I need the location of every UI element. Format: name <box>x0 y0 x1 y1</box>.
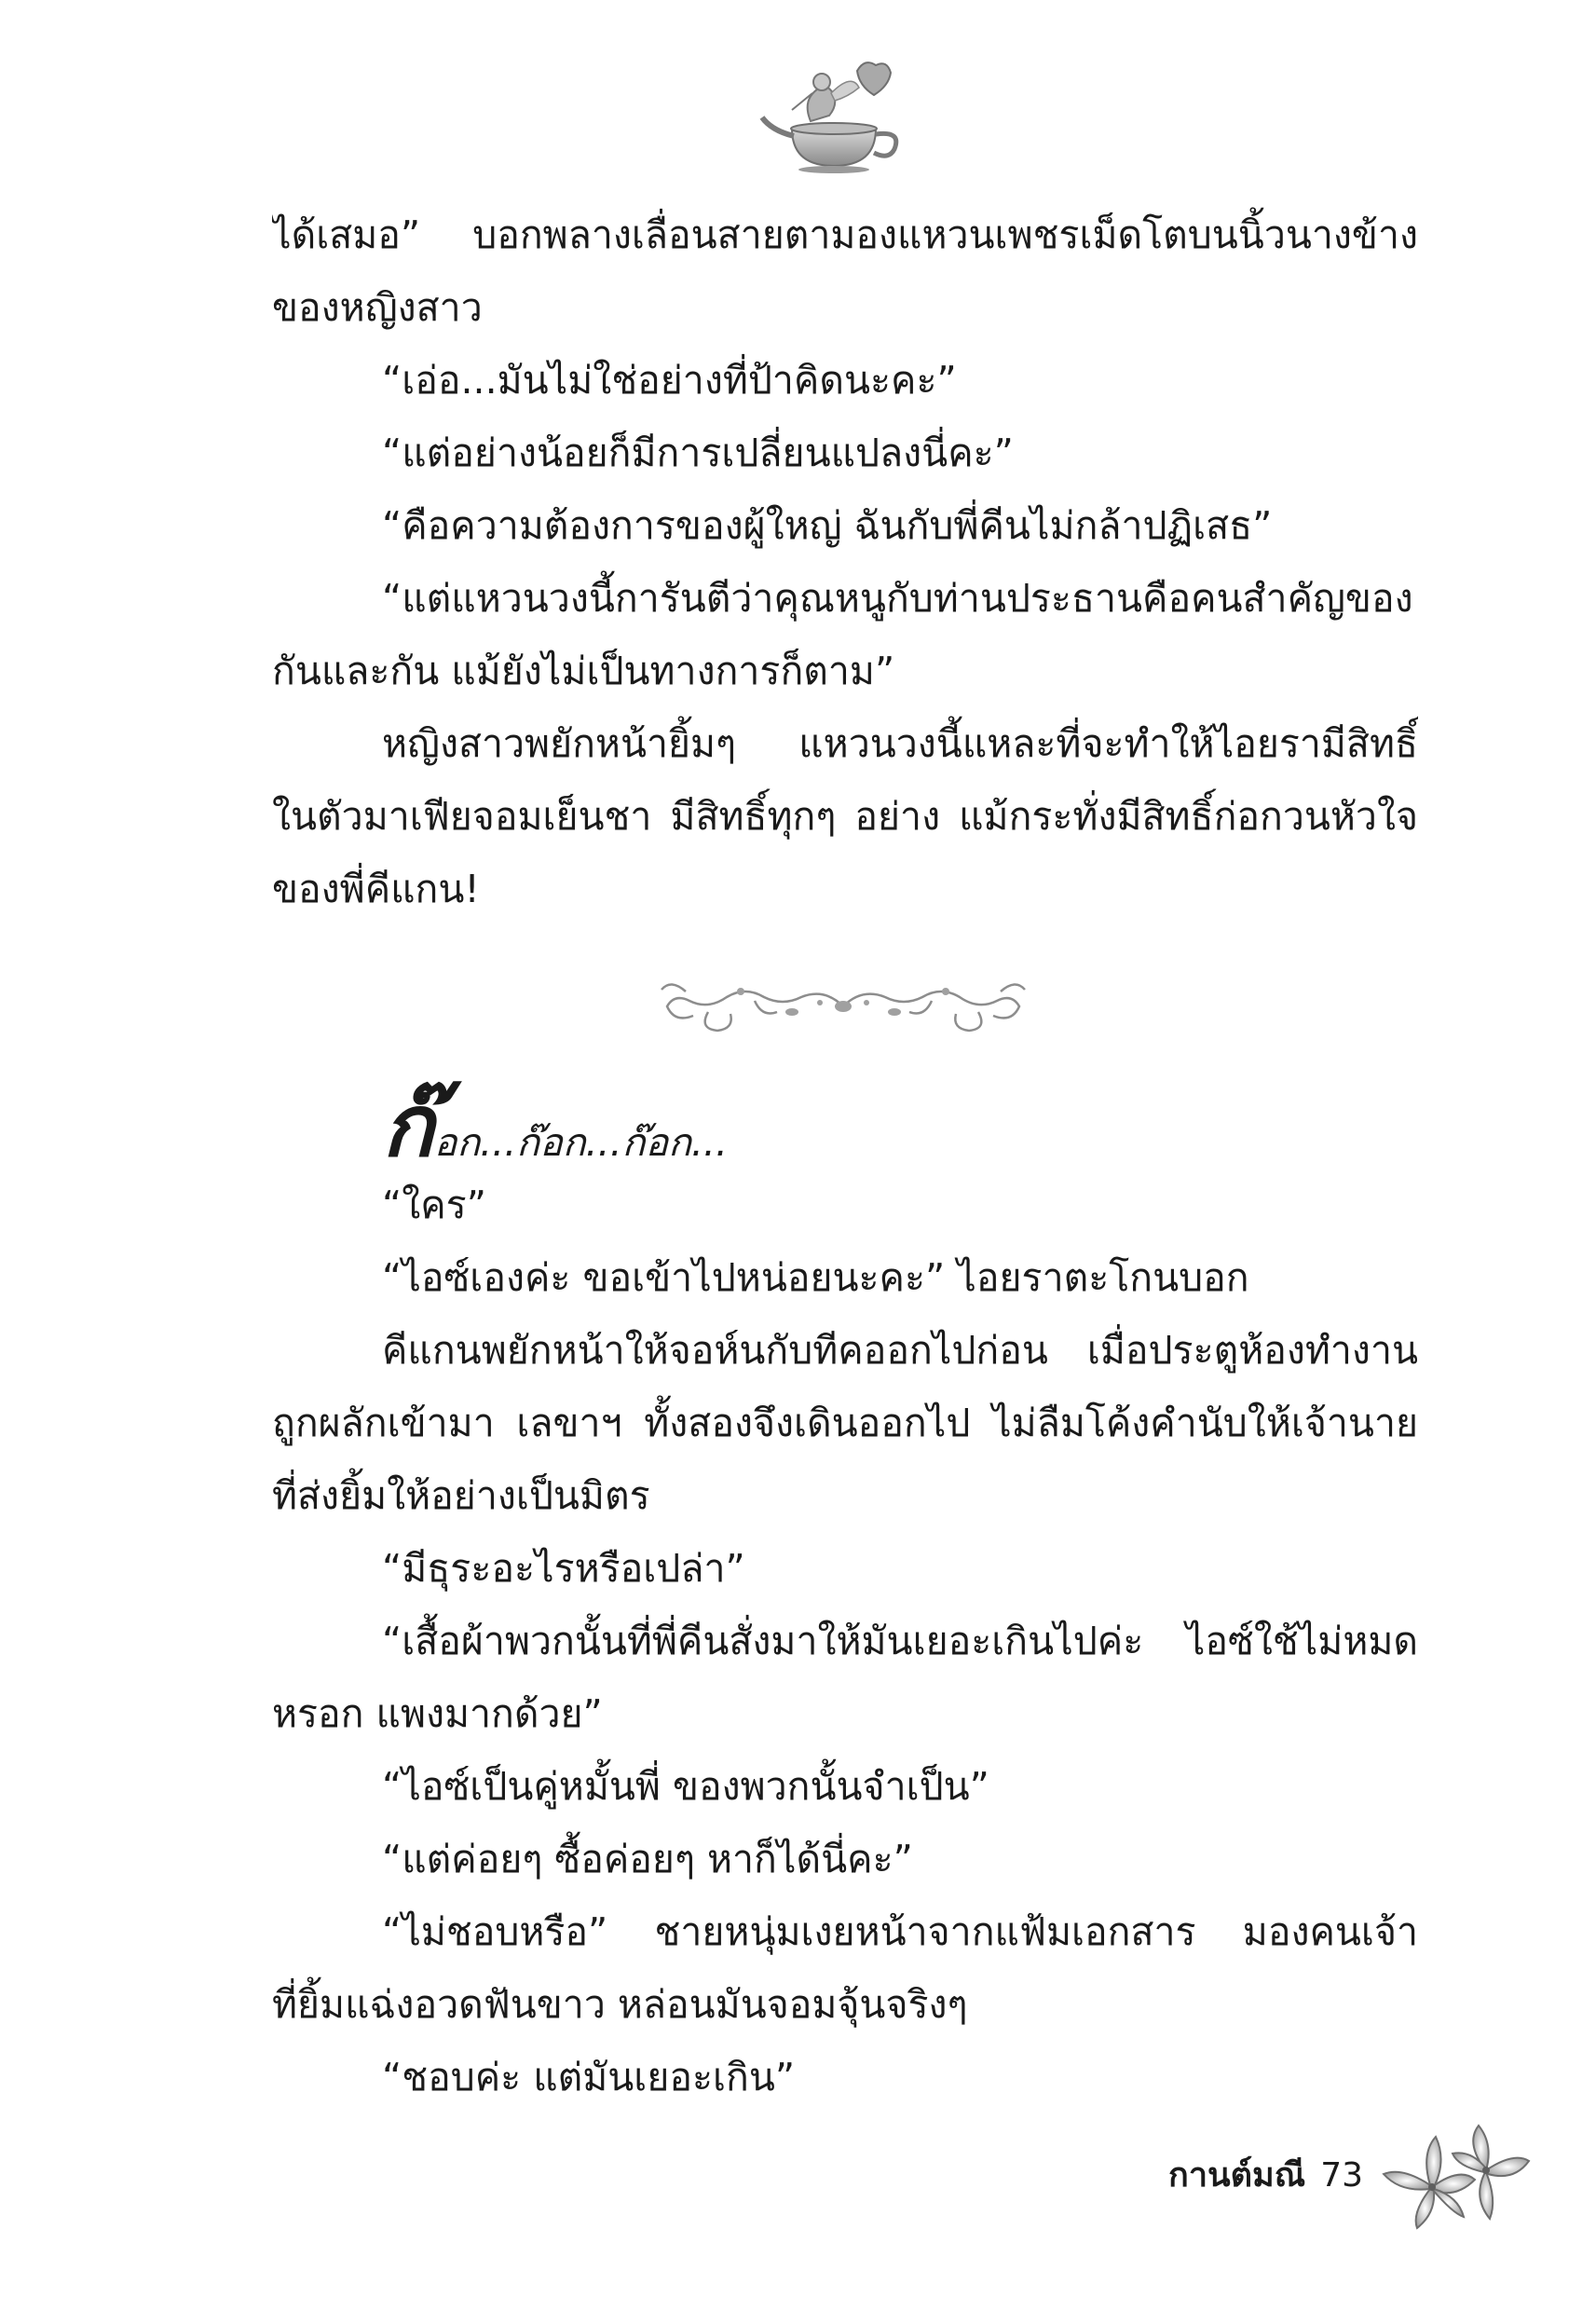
text-line: กันและกัน แม้ยังไม่เป็นทางการก็ตาม” <box>272 649 895 693</box>
book-title: กานต์มณี <box>1168 2156 1306 2195</box>
floral-divider-icon <box>652 969 1034 1044</box>
page-number: 73 <box>1320 2156 1363 2195</box>
drop-cap-letter: ก๊ <box>382 1075 434 1176</box>
text-line: ถูกผลักเข้ามา เลขาฯ ทั้งสองจึงเดินออกไป ไม่ลืมโค้งคำนับให้เจ้านาย <box>272 1401 1418 1445</box>
text-line: “เสื้อผ้าพวกนั้นที่พี่คีนสั่งมาให้มันเยอะเกินไปค่ะ ไอซ์ใช้ไม่หมด <box>382 1619 1418 1663</box>
text-line: หรอก แพงมากด้วย” <box>272 1691 603 1736</box>
text-line: “คือความต้องการของผู้ใหญ่ ฉันกับพี่คีนไม่กล้าปฏิเสธ” <box>382 503 1273 548</box>
lily-flowers-icon <box>1374 2120 1533 2232</box>
text-line: “เอ่อ...มันไม่ใช่อย่างที่ป้าคิดนะคะ” <box>382 358 957 403</box>
text-line: ในตัวมาเฟียจอมเย็นชา มีสิทธิ์ทุกๆ อย่าง แม้กระทั่งมีสิทธิ์ก่อกวนหัวใจ <box>272 794 1418 839</box>
drop-cap-line <box>382 1075 728 1176</box>
text-line: “ไอซ์เองค่ะ ขอเข้าไปหน่อยนะคะ” ไอยราตะโกนบอก <box>382 1255 1249 1300</box>
text-line: ที่ยิ้มแฉ่งอวดฟันขาว หล่อนมันจอมจุ้นจริงๆ <box>272 1982 968 2027</box>
teapot-cupid-icon <box>755 56 913 177</box>
footer-running-title <box>1168 2148 1363 2201</box>
text-line: คีแกนพยักหน้าให้จอห์นกับทีคออกไปก่อน เมื่อประตูห้องทำงาน <box>382 1328 1418 1373</box>
text-line: ของหญิงสาว <box>272 285 483 330</box>
text-line: “มีธุระอะไรหรือเปล่า” <box>382 1546 745 1591</box>
text-line: ของพี่คีแกน! <box>272 867 480 911</box>
drop-cap-rest: อก...ก๊อก...ก๊อก... <box>433 1120 728 1165</box>
text-line: “ไอซ์เป็นคู่หมั้นพี่ ของพวกนั้นจำเป็น” <box>382 1764 989 1809</box>
text-line: ได้เสมอ” บอกพลางเลื่อนสายตามองแหวนเพชรเม็ดโตบนนิ้วนางข้าง <box>272 212 1418 257</box>
text-line: ที่ส่งยิ้มให้อย่างเป็นมิตร <box>272 1473 650 1518</box>
text-line: “ชอบค่ะ แต่มันเยอะเกิน” <box>382 2055 796 2099</box>
text-line: “แต่อย่างน้อยก็มีการเปลี่ยนแปลงนี่คะ” <box>382 431 1014 475</box>
text-line: “ไม่ชอบหรือ” ชายหนุ่มเงยหน้าจากแฟ้มเอกสาร มองคนเจ้า <box>382 1909 1418 1954</box>
text-line: หญิงสาวพยักหน้ายิ้มๆ แหวนวงนี้แหละที่จะทำให้ไอยรามีสิทธิ์ <box>382 721 1418 766</box>
text-line: “แต่ค่อยๆ ซื้อค่อยๆ หาก็ได้นี่คะ” <box>382 1837 913 1881</box>
text-line: “แต่แหวนวงนี้การันตีว่าคุณหนูกับท่านประธานคือคนสำคัญของ <box>382 576 1413 621</box>
text-line: “ใคร” <box>382 1183 486 1227</box>
